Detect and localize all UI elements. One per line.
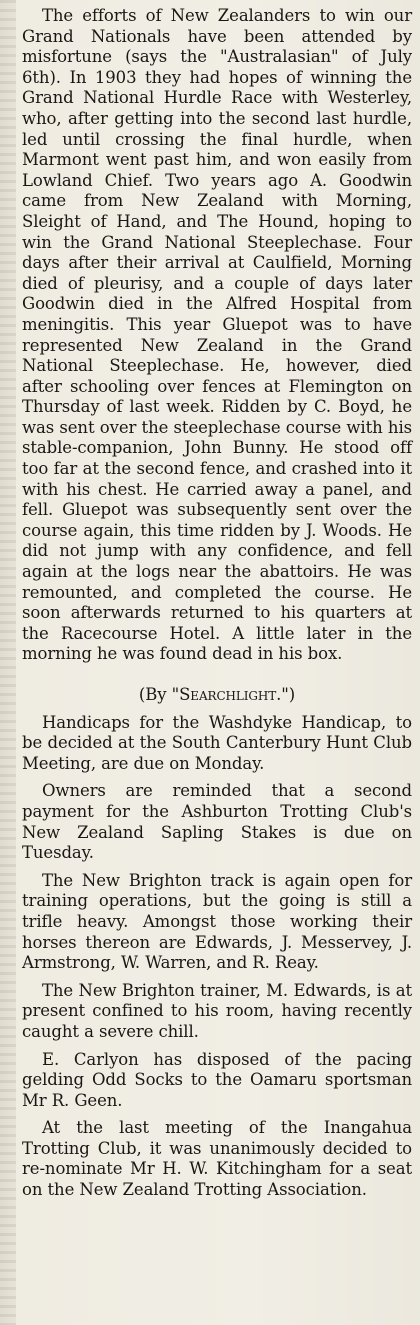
torn-margin: [0, 0, 16, 1325]
byline-suffix: ."): [276, 685, 296, 704]
news-item-new-brighton-track: The New Brighton track is again open for training operations, but the going is still a trifle heavy. Amongst those working their horses thereon are Edwards, J. Messervey, J. Armstrong, W. Warren, and R. Reay.: [22, 870, 412, 973]
news-item-carlyon: E. Carlyon has disposed of the pacing gelding Odd Socks to the Oamaru sportsman Mr R. Geen.: [22, 1049, 412, 1110]
news-item-inangahua: At the last meeting of the Inangahua Trotting Club, it was unanimously decided to re-nominate Mr H. W. Kitchingham for a seat on the New Zealand Trotting Association.: [22, 1118, 412, 1200]
section-byline: [22, 685, 412, 706]
news-item-washdyke: Handicaps for the Washdyke Handicap, to be decided at the South Canterbury Hunt Club Meeting, are due on Monday.: [22, 712, 412, 773]
article-paragraph: The efforts of New Zealanders to win our Grand Nationals have been attended by misfortune (says the "Australasian" of July 6th). In 1903 they had hopes of winning the Grand National Hurdle Race with Westerley, who, after getting into the second last hurdle, led until crossing the final hurdle, when Marmont went past him, and won easily from Lowland Chief. Two years ago A. Goodwin came from New Zealand with Morning, Sleight of Hand, and The Hound, hoping to win the Grand National Steeplechase. Four days after their arrival at Caulfield, Morning died of pleurisy, and a couple of days later Goodwin died in the Alfred Hospital from meningitis. This year Gluepot was to have represented New Zealand in the Grand National Steeplechase. He, however, died after schooling over fences at Flemington on Thursday of last week. Ridden by C. Boyd, he was sent over the steeplechase course with his stable-companion, John Bunny. He stood off too far at the second fence, and crashed into it with his chest. He carried away a panel, and fell. Gluepot was subsequently sent over the course again, this time ridden by J. Woods. He did not jump with any confidence, and fell again at the logs near the abattoirs. He was remounted, and completed the course. He soon afterwards returned to his quarters at the Racecourse Hotel. A little later in the morning he was found dead in his box.: [22, 6, 412, 664]
text-column: [22, 6, 412, 1201]
news-item-ashburton: Owners are reminded that a second payment for the Ashburton Trotting Club's New Zealand Sapling Stakes is due on Tuesday.: [22, 781, 412, 863]
byline-name: Searchlight: [179, 685, 277, 704]
news-item-trainer: The New Brighton trainer, M. Edwards, is at present confined to his room, having recently caught a severe chill.: [22, 980, 412, 1041]
byline-prefix: (By ": [138, 685, 180, 704]
